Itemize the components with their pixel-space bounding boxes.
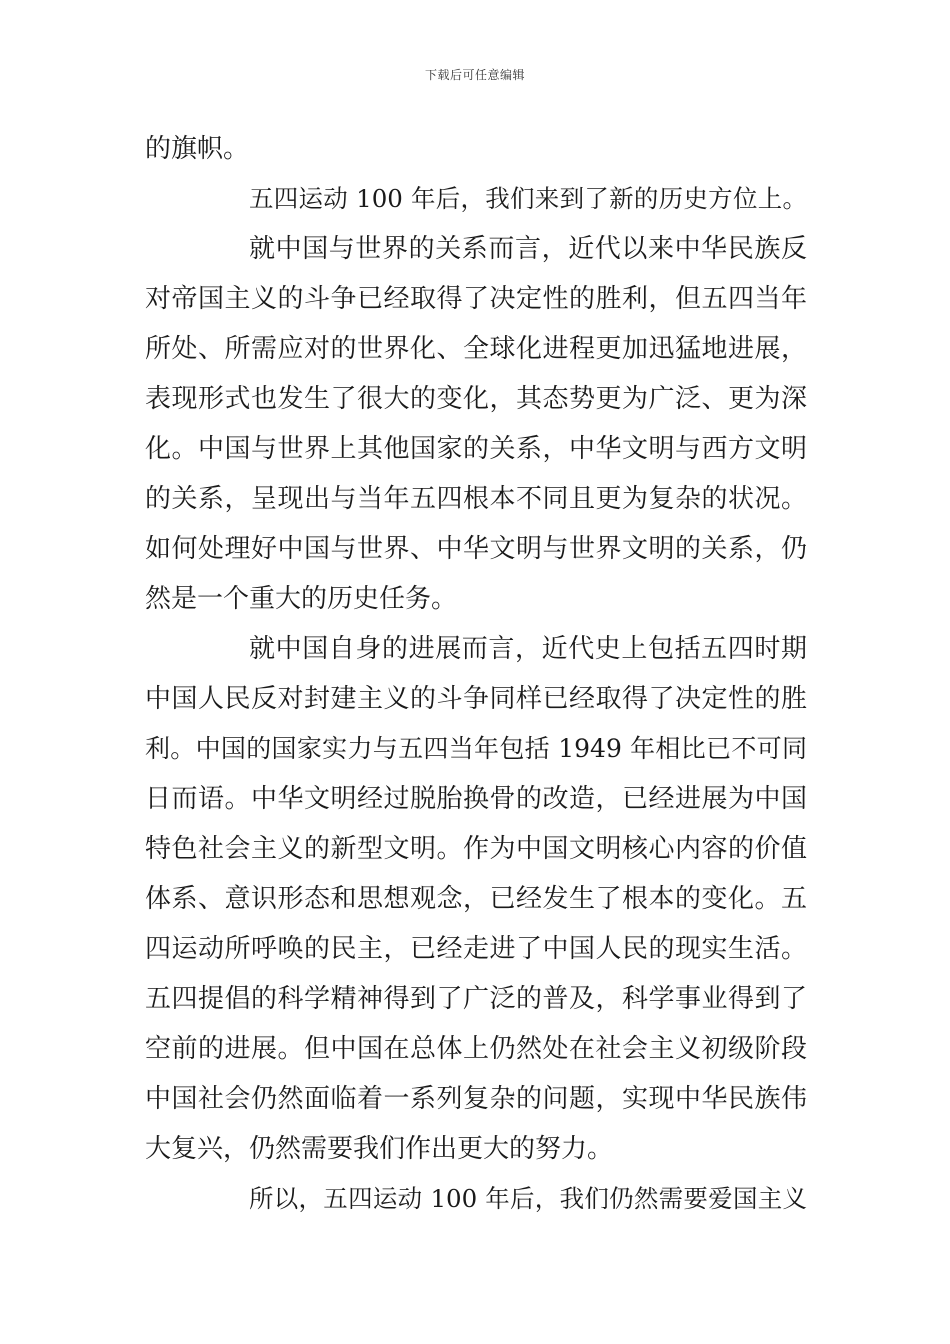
text-line: 所处、所需应对的世界化、全球化进程更加迅猛地进展， xyxy=(145,334,807,364)
text-line: 体系、意识形态和思想观念，已经发生了根本的变化。五 xyxy=(145,884,807,914)
text-line: 就中国自身的进展而言，近代史上包括五四时期 xyxy=(249,634,807,664)
document-body xyxy=(145,124,807,1224)
text-line: 就中国与世界的关系而言，近代以来中华民族反 xyxy=(249,234,807,264)
text-line: 表现形式也发生了很大的变化，其态势更为广泛、更为深 xyxy=(145,384,807,414)
text-line: 特色社会主义的新型文明。作为中国文明核心内容的价值 xyxy=(145,834,807,864)
text-line: 中国人民反对封建主义的斗争同样已经取得了决定性的胜 xyxy=(145,684,807,714)
text-line: 中国社会仍然面临着一系列复杂的问题，实现中华民族伟 xyxy=(145,1084,807,1114)
text-line: 五四运动 100 年后，我们来到了新的历史方位上。 xyxy=(249,184,807,213)
text-line: 的旗帜。 xyxy=(145,134,250,164)
text-line: 对帝国主义的斗争已经取得了决定性的胜利，但五四当年 xyxy=(145,284,807,314)
text-line: 利。中国的国家实力与五四当年包括 1949 年相比已不可同 xyxy=(145,734,807,763)
text-line: 五四提倡的科学精神得到了广泛的普及，科学事业得到了 xyxy=(145,984,807,1014)
text-line: 日而语。中华文明经过脱胎换骨的改造，已经进展为中国 xyxy=(145,784,807,814)
text-line: 如何处理好中国与世界、中华文明与世界文明的关系，仍 xyxy=(145,534,807,564)
text-line: 大复兴，仍然需要我们作出更大的努力。 xyxy=(145,1134,614,1164)
text-line: 所以，五四运动 100 年后，我们仍然需要爱国主义 xyxy=(249,1184,807,1213)
text-line: 空前的进展。但中国在总体上仍然处在社会主义初级阶段 xyxy=(145,1034,807,1064)
text-line: 然是一个重大的历史任务。 xyxy=(145,584,458,614)
text-line: 的关系，呈现出与当年五四根本不同且更为复杂的状况。 xyxy=(145,484,807,514)
page-header: 下载后可任意编辑 xyxy=(424,68,525,82)
text-line: 化。中国与世界上其他国家的关系，中华文明与西方文明 xyxy=(145,434,807,464)
text-line: 四运动所呼唤的民主，已经走进了中国人民的现实生活。 xyxy=(145,934,807,964)
